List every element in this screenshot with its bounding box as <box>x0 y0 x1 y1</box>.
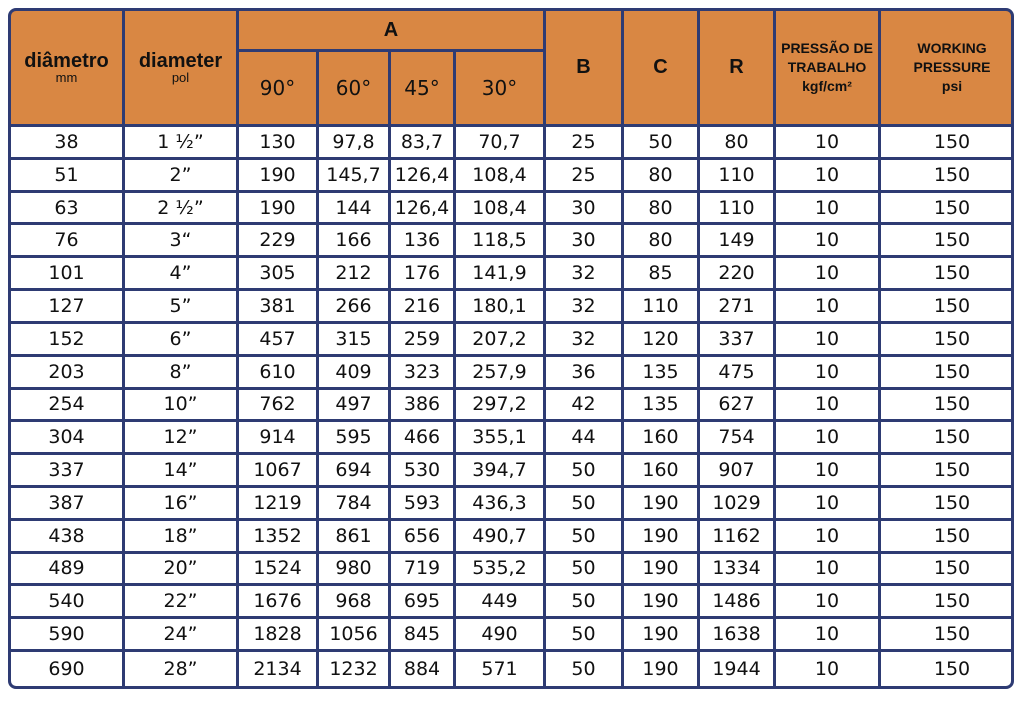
table-cell: 212 <box>319 258 388 288</box>
table-cell: 257,9 <box>456 357 543 387</box>
table-cell: 10 <box>776 488 878 518</box>
table-cell: 150 <box>881 422 1014 452</box>
table-row <box>11 127 1014 157</box>
table-cell: 130 <box>239 127 316 157</box>
table-cell: 337 <box>11 455 122 485</box>
table-cell: 694 <box>319 455 388 485</box>
table-body <box>11 127 1014 686</box>
table-cell: 190 <box>624 586 697 616</box>
table-cell: 50 <box>546 455 621 485</box>
table-row <box>11 225 1014 255</box>
table-cell: 762 <box>239 390 316 420</box>
table-cell: 337 <box>700 324 773 354</box>
table-cell: 150 <box>881 455 1014 485</box>
table-cell: 110 <box>700 160 773 190</box>
table-cell: 135 <box>624 390 697 420</box>
header-diametro-label: diâmetro <box>24 50 109 72</box>
table-cell: 126,4 <box>391 193 453 223</box>
table-cell: 497 <box>319 390 388 420</box>
table-cell: 305 <box>239 258 316 288</box>
table-cell: 5” <box>125 291 236 321</box>
table-cell: 190 <box>624 619 697 649</box>
header-working <box>881 11 1014 124</box>
table-cell: 25 <box>546 127 621 157</box>
header-working-unit: psi <box>941 78 963 94</box>
table-cell: 42 <box>546 390 621 420</box>
table-cell: 1828 <box>239 619 316 649</box>
table-cell: 190 <box>239 160 316 190</box>
table-cell: 50 <box>546 619 621 649</box>
table-cell: 1232 <box>319 652 388 686</box>
table-cell: 387 <box>11 488 122 518</box>
table-cell: 315 <box>319 324 388 354</box>
table-cell: 489 <box>11 554 122 584</box>
table-cell: 150 <box>881 258 1014 288</box>
table-cell: 50 <box>546 488 621 518</box>
table-row <box>11 357 1014 387</box>
table-cell: 4” <box>125 258 236 288</box>
header-pressao-line2: TRABALHO <box>787 59 867 75</box>
table-cell: 32 <box>546 324 621 354</box>
table-cell: 18” <box>125 521 236 551</box>
table-cell: 695 <box>391 586 453 616</box>
table-cell: 12” <box>125 422 236 452</box>
table-cell: 150 <box>881 554 1014 584</box>
table-cell: 150 <box>881 160 1014 190</box>
table-cell: 266 <box>319 291 388 321</box>
header-diametro-unit: mm <box>55 70 78 85</box>
table-cell: 50 <box>546 521 621 551</box>
table-cell: 63 <box>11 193 122 223</box>
table-cell: 118,5 <box>456 225 543 255</box>
table-cell: 44 <box>546 422 621 452</box>
table-cell: 754 <box>700 422 773 452</box>
table-cell: 149 <box>700 225 773 255</box>
table-cell: 271 <box>700 291 773 321</box>
table-cell: 216 <box>391 291 453 321</box>
table-cell: 1352 <box>239 521 316 551</box>
table-cell: 355,1 <box>456 422 543 452</box>
table-cell: 490 <box>456 619 543 649</box>
table-cell: 150 <box>881 390 1014 420</box>
table-cell: 10 <box>776 619 878 649</box>
table-cell: 656 <box>391 521 453 551</box>
table-cell: 50 <box>624 127 697 157</box>
dimensions-table <box>8 8 1014 689</box>
table-cell: 50 <box>546 554 621 584</box>
table-row <box>11 193 1014 223</box>
table-cell: 10 <box>776 291 878 321</box>
table-cell: 83,7 <box>391 127 453 157</box>
table-cell: 110 <box>624 291 697 321</box>
table-cell: 110 <box>700 193 773 223</box>
table-cell: 32 <box>546 291 621 321</box>
table-cell: 1056 <box>319 619 388 649</box>
table-cell: 220 <box>700 258 773 288</box>
table-cell: 10” <box>125 390 236 420</box>
table-cell: 150 <box>881 291 1014 321</box>
header-working-line1: WORKING <box>917 40 987 56</box>
header-pressao <box>776 11 878 124</box>
table-cell: 150 <box>881 619 1014 649</box>
table-cell: 70,7 <box>456 127 543 157</box>
table-cell: 914 <box>239 422 316 452</box>
table-cell: 141,9 <box>456 258 543 288</box>
table-cell: 530 <box>391 455 453 485</box>
table-cell: 784 <box>319 488 388 518</box>
table-cell: 25 <box>546 160 621 190</box>
table-cell: 6” <box>125 324 236 354</box>
table-cell: 1067 <box>239 455 316 485</box>
header-pressao-line1: PRESSÃO DE <box>781 40 873 56</box>
table-cell: 80 <box>624 193 697 223</box>
table-cell: 150 <box>881 127 1014 157</box>
header-a: A <box>239 11 543 49</box>
table-cell: 10 <box>776 258 878 288</box>
table-row <box>11 586 1014 616</box>
table-cell: 1334 <box>700 554 773 584</box>
table-cell: 449 <box>456 586 543 616</box>
header-angle-45: 45° <box>391 52 453 124</box>
table-cell: 1029 <box>700 488 773 518</box>
table-cell: 24” <box>125 619 236 649</box>
dimensions-table-frame <box>8 8 1014 689</box>
table-cell: 120 <box>624 324 697 354</box>
table-row <box>11 422 1014 452</box>
table-cell: 127 <box>11 291 122 321</box>
table-cell: 1676 <box>239 586 316 616</box>
header-diameter <box>125 11 236 124</box>
table-cell: 690 <box>11 652 122 686</box>
header-diameter-label: diameter <box>138 50 223 72</box>
table-cell: 190 <box>624 521 697 551</box>
table-cell: 394,7 <box>456 455 543 485</box>
table-cell: 97,8 <box>319 127 388 157</box>
table-cell: 386 <box>391 390 453 420</box>
table-cell: 76 <box>11 225 122 255</box>
table-cell: 50 <box>546 652 621 686</box>
table-cell: 150 <box>881 225 1014 255</box>
table-cell: 144 <box>319 193 388 223</box>
table-cell: 535,2 <box>456 554 543 584</box>
table-row <box>11 652 1014 686</box>
header-pressao-unit: kgf/cm² <box>802 78 852 94</box>
table-row <box>11 619 1014 649</box>
table-cell: 20” <box>125 554 236 584</box>
table-cell: 14” <box>125 455 236 485</box>
table-cell: 150 <box>881 193 1014 223</box>
table-cell: 30 <box>546 193 621 223</box>
table-cell: 190 <box>624 554 697 584</box>
table-cell: 150 <box>881 652 1014 686</box>
table-cell: 845 <box>391 619 453 649</box>
table-cell: 1638 <box>700 619 773 649</box>
header-angle-30: 30° <box>456 52 543 124</box>
table-cell: 304 <box>11 422 122 452</box>
header-working-line2: PRESSURE <box>913 59 991 75</box>
table-cell: 8” <box>125 357 236 387</box>
table-cell: 1 ½” <box>125 127 236 157</box>
table-cell: 719 <box>391 554 453 584</box>
table-cell: 381 <box>239 291 316 321</box>
header-r: R <box>700 11 773 124</box>
table-cell: 108,4 <box>456 193 543 223</box>
table-cell: 150 <box>881 357 1014 387</box>
header-b: B <box>546 11 621 124</box>
table-cell: 16” <box>125 488 236 518</box>
table-cell: 10 <box>776 586 878 616</box>
table-cell: 150 <box>881 324 1014 354</box>
table-cell: 610 <box>239 357 316 387</box>
header-c: C <box>624 11 697 124</box>
table-cell: 145,7 <box>319 160 388 190</box>
table-cell: 884 <box>391 652 453 686</box>
table-cell: 595 <box>319 422 388 452</box>
table-cell: 10 <box>776 193 878 223</box>
table-cell: 190 <box>624 652 697 686</box>
table-cell: 36 <box>546 357 621 387</box>
table-cell: 968 <box>319 586 388 616</box>
table-cell: 627 <box>700 390 773 420</box>
table-cell: 10 <box>776 422 878 452</box>
table-cell: 101 <box>11 258 122 288</box>
table-cell: 203 <box>11 357 122 387</box>
table-cell: 1486 <box>700 586 773 616</box>
table-cell: 80 <box>624 225 697 255</box>
table-cell: 166 <box>319 225 388 255</box>
table-cell: 108,4 <box>456 160 543 190</box>
table-cell: 590 <box>11 619 122 649</box>
table-cell: 190 <box>239 193 316 223</box>
table-row <box>11 390 1014 420</box>
table-cell: 297,2 <box>456 390 543 420</box>
table-cell: 2” <box>125 160 236 190</box>
table-cell: 1162 <box>700 521 773 551</box>
table-cell: 10 <box>776 357 878 387</box>
table-cell: 150 <box>881 521 1014 551</box>
header-row-1 <box>11 11 1014 49</box>
header-angle-60: 60° <box>319 52 388 124</box>
table-cell: 2 ½” <box>125 193 236 223</box>
header-diameter-unit: pol <box>171 70 190 85</box>
table-cell: 30 <box>546 225 621 255</box>
table-cell: 229 <box>239 225 316 255</box>
table-cell: 150 <box>881 586 1014 616</box>
table-cell: 22” <box>125 586 236 616</box>
table-cell: 457 <box>239 324 316 354</box>
header-angle-90: 90° <box>239 52 316 124</box>
table-cell: 160 <box>624 455 697 485</box>
table-cell: 438 <box>11 521 122 551</box>
table-row <box>11 258 1014 288</box>
table-cell: 980 <box>319 554 388 584</box>
table-cell: 1219 <box>239 488 316 518</box>
table-cell: 571 <box>456 652 543 686</box>
table-cell: 10 <box>776 554 878 584</box>
table-cell: 207,2 <box>456 324 543 354</box>
table-cell: 176 <box>391 258 453 288</box>
table-cell: 32 <box>546 258 621 288</box>
table-row <box>11 291 1014 321</box>
table-cell: 907 <box>700 455 773 485</box>
table-cell: 136 <box>391 225 453 255</box>
table-row <box>11 521 1014 551</box>
table-cell: 80 <box>624 160 697 190</box>
table-cell: 1944 <box>700 652 773 686</box>
table-cell: 152 <box>11 324 122 354</box>
table-cell: 861 <box>319 521 388 551</box>
table-cell: 180,1 <box>456 291 543 321</box>
table-cell: 10 <box>776 127 878 157</box>
table-cell: 10 <box>776 390 878 420</box>
table-cell: 10 <box>776 521 878 551</box>
table-cell: 409 <box>319 357 388 387</box>
table-cell: 80 <box>700 127 773 157</box>
table-cell: 323 <box>391 357 453 387</box>
table-cell: 1524 <box>239 554 316 584</box>
table-row <box>11 455 1014 485</box>
table-cell: 254 <box>11 390 122 420</box>
table-cell: 28” <box>125 652 236 686</box>
table-cell: 475 <box>700 357 773 387</box>
table-cell: 10 <box>776 160 878 190</box>
table-cell: 51 <box>11 160 122 190</box>
table-cell: 38 <box>11 127 122 157</box>
table-row <box>11 488 1014 518</box>
table-cell: 10 <box>776 652 878 686</box>
table-cell: 540 <box>11 586 122 616</box>
table-cell: 593 <box>391 488 453 518</box>
table-cell: 85 <box>624 258 697 288</box>
table-cell: 150 <box>881 488 1014 518</box>
table-cell: 436,3 <box>456 488 543 518</box>
table-cell: 10 <box>776 324 878 354</box>
table-cell: 466 <box>391 422 453 452</box>
table-cell: 10 <box>776 225 878 255</box>
header-diametro <box>11 11 122 124</box>
table-cell: 126,4 <box>391 160 453 190</box>
table-row <box>11 554 1014 584</box>
table-cell: 10 <box>776 455 878 485</box>
table-cell: 259 <box>391 324 453 354</box>
table-row <box>11 324 1014 354</box>
table-cell: 160 <box>624 422 697 452</box>
table-cell: 3“ <box>125 225 236 255</box>
table-cell: 190 <box>624 488 697 518</box>
table-cell: 50 <box>546 586 621 616</box>
table-row <box>11 160 1014 190</box>
table-cell: 490,7 <box>456 521 543 551</box>
table-cell: 135 <box>624 357 697 387</box>
table-cell: 2134 <box>239 652 316 686</box>
